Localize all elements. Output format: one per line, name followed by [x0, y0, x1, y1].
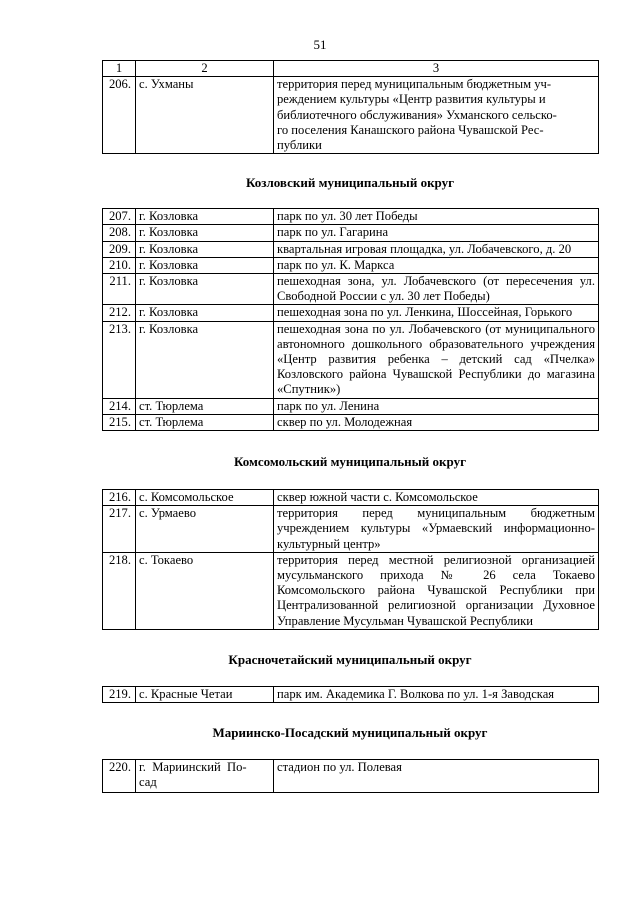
row-place: с. Урмаево	[136, 506, 274, 553]
header-col-1: 1	[103, 61, 136, 77]
table-section-krasnochetaisky	[102, 686, 599, 703]
table-row	[103, 506, 599, 553]
table-row	[103, 398, 599, 414]
row-description: квартальная игровая площадка, ул. Лобачевского, д. 20	[274, 241, 599, 257]
row-number: 213.	[103, 321, 136, 398]
row-description: парк по ул. К. Маркса	[274, 257, 599, 273]
section-title-mariinsko-posadsky: Мариинско-Посадский муниципальный округ	[212, 725, 488, 741]
table-row	[103, 257, 599, 273]
row-description: пешеходная зона по ул. Ленкина, Шоссейная, Горького	[274, 305, 599, 321]
table-row	[103, 305, 599, 321]
row-place: с. Ухманы	[136, 77, 274, 154]
row-number: 208.	[103, 225, 136, 241]
row-number: 219.	[103, 686, 136, 702]
row-place: г. Козловка	[136, 209, 274, 225]
table-section-continuation	[102, 60, 599, 154]
row-description: территория перед местной религиозной организацией мусульманского прихода № 26 села Токаево Комсомольского района Чувашской Республики при Централизованной религиозной организации Духовное Управление Мусульман Чувашской Республики	[274, 552, 599, 629]
row-description: стадион по ул. Полевая	[274, 760, 599, 793]
row-number: 220.	[103, 760, 136, 793]
row-number: 218.	[103, 552, 136, 629]
section-title-krasnochetaisky: Красночетайский муниципальный округ	[228, 651, 472, 667]
table-row	[103, 552, 599, 629]
row-description: территория перед муниципальным бюджетным учреждением культуры «Урмаевский информационно-культурный центр»	[274, 506, 599, 553]
row-place: г. Козловка	[136, 274, 274, 305]
row-place: г. Козловка	[136, 321, 274, 398]
row-number: 216.	[103, 490, 136, 506]
row-number: 214.	[103, 398, 136, 414]
row-description: парк по ул. 30 лет Победы	[274, 209, 599, 225]
table-row	[103, 209, 599, 225]
row-description: парк по ул. Ленина	[274, 398, 599, 414]
document-body	[102, 60, 598, 793]
row-number: 215.	[103, 414, 136, 430]
table-row	[103, 414, 599, 430]
row-description: территория перед муниципальным бюджетным уч- реждением культуры «Центр развития культуры и библиотечного обслуживания» Ухманского сельско- го поселения Канашского района Чувашской Рес- публики	[274, 77, 599, 154]
row-number: 211.	[103, 274, 136, 305]
table-section-komsomolsky	[102, 489, 599, 630]
row-number: 207.	[103, 209, 136, 225]
row-place: с. Токаево	[136, 552, 274, 629]
table-row	[103, 241, 599, 257]
row-number: 206.	[103, 77, 136, 154]
header-col-2: 2	[136, 61, 274, 77]
row-place: г. Козловка	[136, 241, 274, 257]
row-description: сквер по ул. Молодежная	[274, 414, 599, 430]
table-row	[103, 274, 599, 305]
row-description: пешеходная зона, ул. Лобачевского (от пересечения ул. Свободной России с ул. 30 лет Победы)	[274, 274, 599, 305]
row-description: сквер южной части с. Комсомольское	[274, 490, 599, 506]
table-section-mariinsko-posadsky	[102, 759, 599, 793]
row-place: с. Комсомольское	[136, 490, 274, 506]
table-row	[103, 686, 599, 702]
row-place: г. Козловка	[136, 225, 274, 241]
section-title-kozlovsky: Козловский муниципальный округ	[245, 175, 455, 191]
row-description: пешеходная зона по ул. Лобачевского (от муниципального автономного дошкольного образовательного учреждения «Центр развития ребенка – детский сад «Пчелка» Козловского района Чувашской Республики до магазина «Спутник»)	[274, 321, 599, 398]
row-description: парк им. Академика Г. Волкова по ул. 1-я Заводская	[274, 686, 599, 702]
row-place: г. Козловка	[136, 257, 274, 273]
row-place: с. Красные Четаи	[136, 686, 274, 702]
row-description: парк по ул. Гагарина	[274, 225, 599, 241]
row-place: г. Мариинский По- сад	[136, 760, 274, 793]
table-header-row	[103, 61, 599, 77]
table-row	[103, 490, 599, 506]
row-place: ст. Тюрлема	[136, 398, 274, 414]
header-col-3: 3	[274, 61, 599, 77]
page-number: 51	[313, 37, 327, 52]
table-row	[103, 321, 599, 398]
table-row	[103, 225, 599, 241]
section-title-komsomolsky: Комсомольский муниципальный округ	[233, 454, 466, 470]
table-section-kozlovsky	[102, 208, 599, 431]
row-number: 210.	[103, 257, 136, 273]
row-number: 217.	[103, 506, 136, 553]
row-number: 212.	[103, 305, 136, 321]
row-place: г. Козловка	[136, 305, 274, 321]
table-row	[103, 760, 599, 793]
row-place: ст. Тюрлема	[136, 414, 274, 430]
row-number: 209.	[103, 241, 136, 257]
table-row	[103, 77, 599, 154]
